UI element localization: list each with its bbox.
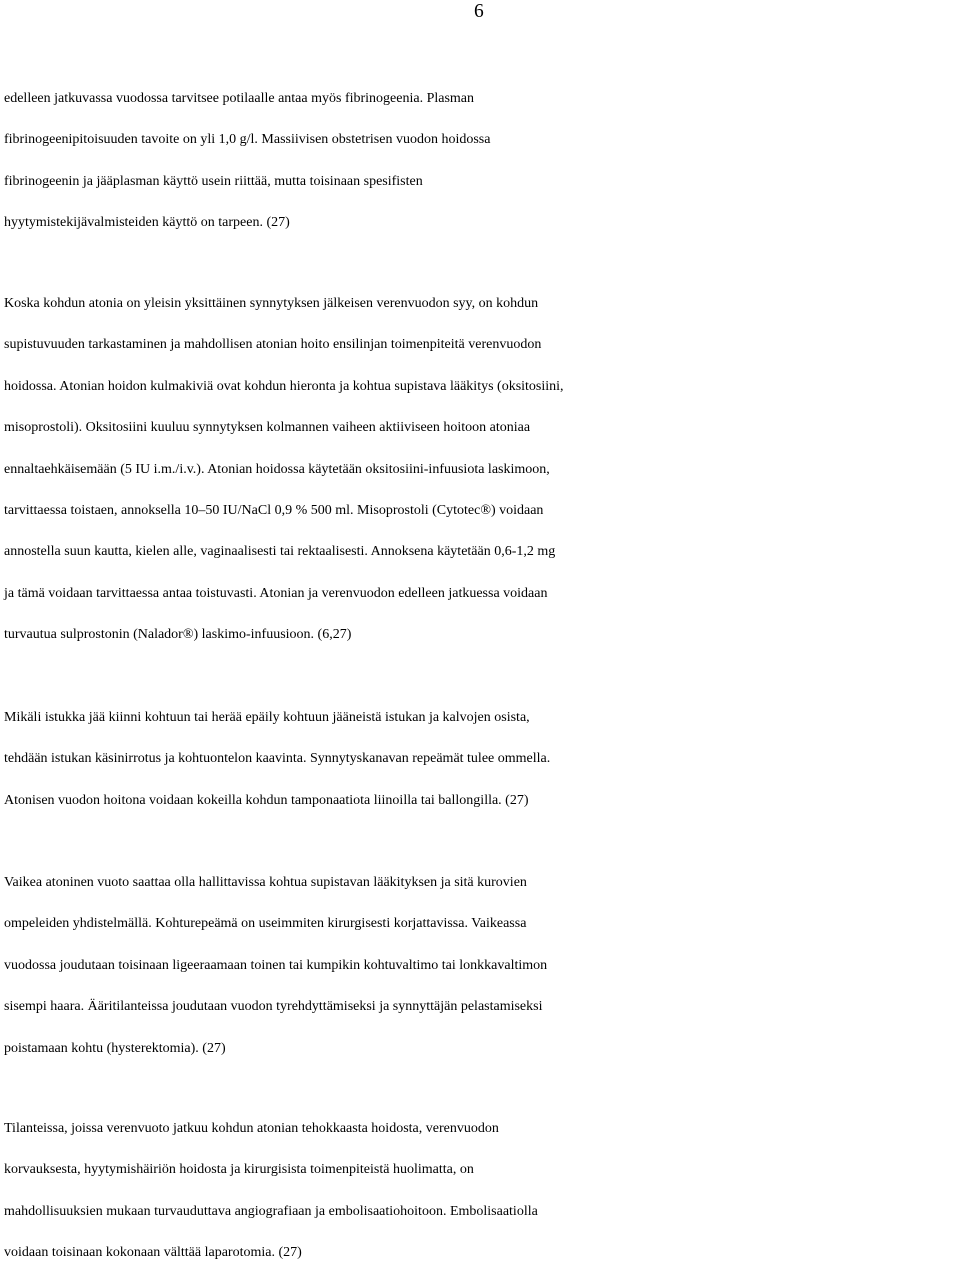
text-line: fibrinogeenin ja jääplasman käyttö usein riittää, mutta toisinaan spesifisten bbox=[4, 173, 423, 189]
text-line: poistamaan kohtu (hysterektomia). (27) bbox=[4, 1040, 226, 1056]
paragraph-fibrinogen bbox=[4, 78, 960, 244]
text-line: hyytymistekijävalmisteiden käyttö on tarpeen. (27) bbox=[4, 215, 290, 231]
text-line: sisempi haara. Ääritilanteissa joudutaan vuodon tyrehdyttämiseksi ja synnyttäjän pelastamiseksi bbox=[4, 999, 543, 1015]
text-line: Vaikea atoninen vuoto saattaa olla hallittavissa kohtua supistavan lääkityksen ja sitä kurovien bbox=[4, 875, 527, 890]
paragraph-severe-bleeding bbox=[4, 862, 960, 1069]
paragraph-embolisation bbox=[4, 1108, 960, 1274]
text-line: vuodossa joudutaan toisinaan ligeeraamaan toinen tai kumpikin kohtuvaltimo tai lonkkavaltimon bbox=[4, 957, 548, 973]
text-line: Koska kohdun atonia on yleisin yksittäinen synnytyksen jälkeisen verenvuodon syy, on kohdun bbox=[4, 296, 539, 311]
text-line: Tilanteissa, joissa verenvuoto jatkuu kohdun atonian tehokkaasta hoidosta, verenvuodon bbox=[4, 1121, 499, 1136]
text-line: tehdään istukan käsinirrotus ja kohtuontelon kaavinta. Synnytyskanavan repeämät tulee ommella. bbox=[4, 751, 551, 767]
text-line: supistuvuuden tarkastaminen ja mahdollisen atonian hoito ensilinjan toimenpiteitä verenvuodon bbox=[4, 337, 542, 353]
text-line: misoprostoli). Oksitosiini kuuluu synnytyksen kolmannen vaiheen aktiiviseen hoitoon atoniaa bbox=[4, 420, 531, 436]
text-line: tarvittaessa toistaen, annoksella 10–50 IU/NaCl 0,9 % 500 ml. Misoprostoli (Cytotec®) voidaan bbox=[4, 502, 544, 518]
text-line: annostella suun kautta, kielen alle, vaginaalisesti tai rektaalisesti. Annoksena käytetään 0,6-1,2 mg bbox=[4, 544, 556, 560]
text-line: ja tämä voidaan tarvittaessa antaa toistuvasti. Atonian ja verenvuodon edelleen jatkuessa voidaan bbox=[4, 585, 548, 601]
paragraph-placenta bbox=[4, 697, 960, 821]
text-line: edelleen jatkuvassa vuodossa tarvitsee potilaalle antaa myös fibrinogeenia. Plasman bbox=[4, 91, 475, 106]
paragraph-atonia bbox=[4, 283, 960, 656]
text-line: turvautua sulprostonin (Nalador®) laskimo-infuusioon. (6,27) bbox=[4, 627, 352, 643]
page-number: 6 bbox=[474, 1, 484, 22]
text-line: ompeleiden yhdistelmällä. Kohturepeämä on useimmiten kirurgisesti korjattavissa. Vaikeassa bbox=[4, 916, 527, 932]
text-line: Atonisen vuodon hoitona voidaan kokeilla kohdun tamponaatiota liinoilla tai ballongilla. (27) bbox=[4, 792, 529, 808]
text-line: Mikäli istukka jää kiinni kohtuun tai herää epäily kohtuun jääneistä istukan ja kalvojen osista, bbox=[4, 710, 530, 725]
text-line: ennaltaehkäisemään (5 IU i.m./i.v.). Atonian hoidossa käytetään oksitosiini-infuusiota laskimoon, bbox=[4, 461, 550, 477]
text-line: fibrinogeenipitoisuuden tavoite on yli 1,0 g/l. Massiivisen obstetrisen vuodon hoidossa bbox=[4, 132, 491, 148]
text-line: voidaan toisinaan kokonaan välttää laparotomia. (27) bbox=[4, 1245, 302, 1261]
text-line: hoidossa. Atonian hoidon kulmakiviä ovat kohdun hieronta ja kohtua supistava lääkitys (oksitosiini, bbox=[4, 378, 564, 394]
text-line: mahdollisuuksien mukaan turvauduttava angiografiaan ja embolisaatiohoitoon. Embolisaatiolla bbox=[4, 1203, 538, 1219]
text-line: korvauksesta, hyytymishäiriön hoidosta ja kirurgisista toimenpiteistä huolimatta, on bbox=[4, 1162, 474, 1178]
